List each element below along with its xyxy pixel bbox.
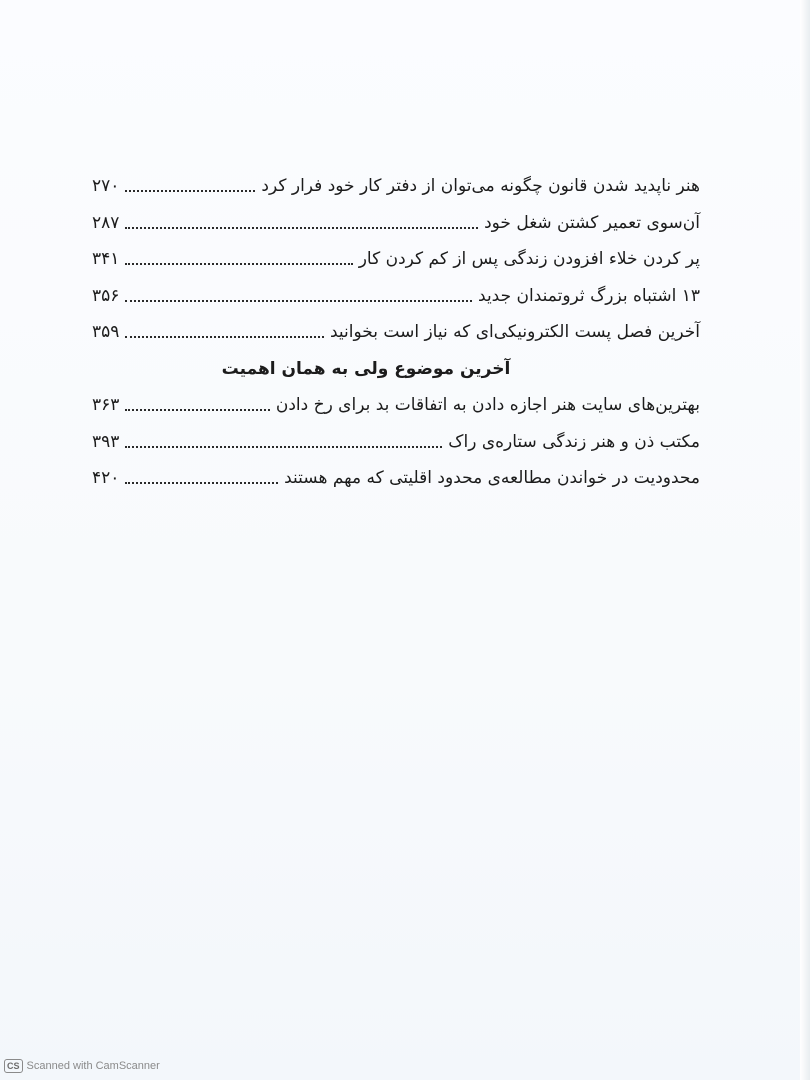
toc-entry-page: ۳۴۱ — [92, 249, 120, 270]
camscanner-logo-icon: CS — [4, 1059, 23, 1073]
toc-entry-page: ۳۵۶ — [92, 285, 120, 306]
toc-leader-dots — [125, 482, 278, 484]
toc-entry-page: ۲۷۰ — [92, 176, 120, 197]
toc-entry — [92, 205, 700, 242]
toc-leader-dots — [125, 409, 269, 411]
toc-entry — [92, 168, 700, 205]
toc-leader-dots — [125, 336, 324, 338]
toc-entry-title: محدودیت در خواندن مطالعه‌ی محدود اقلیتی که مهم هستند — [284, 468, 700, 489]
toc-leader-dots — [125, 190, 255, 192]
watermark-text: Scanned with CamScanner — [26, 1060, 160, 1072]
toc-leader-dots — [125, 300, 472, 302]
toc-entry-title: مکتب ذن و هنر زندگی ستاره‌ی راک — [448, 431, 700, 452]
toc-entry-page: ۴۲۰ — [92, 468, 120, 489]
toc-leader-dots — [125, 263, 352, 265]
toc-entry-title: پر کردن خلاء افزودن زندگی پس از کم کردن کار — [358, 249, 700, 270]
toc-entry — [92, 424, 700, 461]
toc-entry — [92, 278, 700, 315]
toc-entry-title: بهترین‌های سایت هنر اجازه دادن به اتفاقات بد برای رخ دادن — [275, 395, 700, 416]
toc-entry — [92, 387, 700, 424]
toc-leader-dots — [125, 227, 478, 229]
page-edge — [800, 0, 810, 1080]
toc-entry-page: ۳۶۳ — [92, 395, 120, 416]
toc-entry — [92, 314, 700, 351]
toc-entry-title: هنر ناپدید شدن قانون چگونه می‌توان از دفتر کار خود فرار کرد — [261, 176, 700, 197]
toc-leader-dots — [125, 446, 442, 448]
toc-entry-title: ۱۳ اشتباه بزرگ ثروتمندان جدید — [478, 285, 700, 306]
table-of-contents — [92, 168, 700, 497]
toc-entry-page: ۳۵۹ — [92, 322, 120, 343]
scanner-watermark — [4, 1059, 160, 1073]
toc-entry-title: آن‌سوی تعمیر کشتن شغل خود — [484, 212, 700, 233]
toc-entry-page: ۲۸۷ — [92, 212, 120, 233]
toc-entry-page: ۳۹۳ — [92, 431, 120, 452]
toc-section-heading: آخرین موضوع ولی به همان اهمیت — [221, 358, 511, 379]
toc-entry — [92, 241, 700, 278]
toc-entry — [92, 460, 700, 497]
toc-entry-title: آخرین فصل پست الکترونیکی‌ای که نیاز است بخوانید — [329, 322, 700, 343]
